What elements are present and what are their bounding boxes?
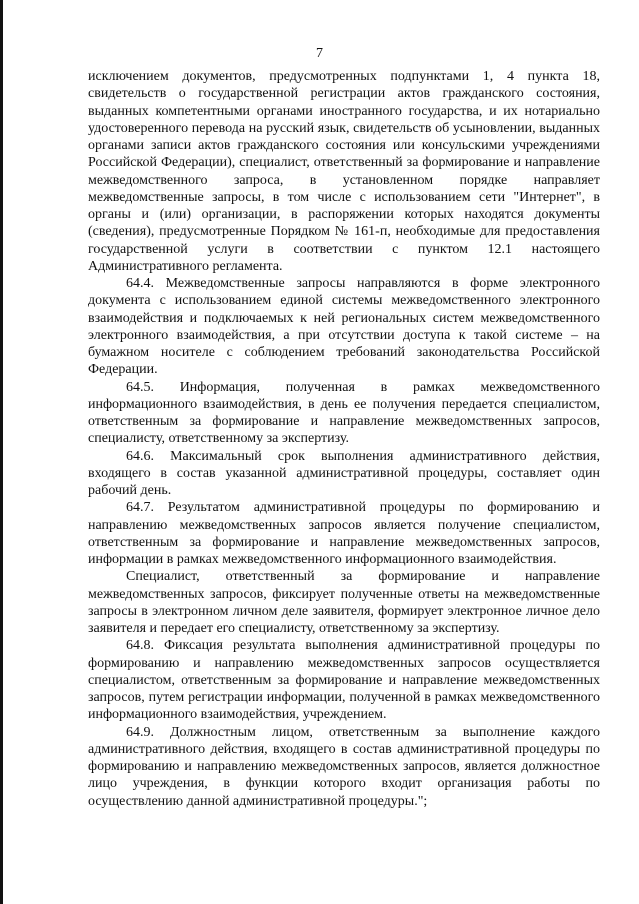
page-number: 7 <box>316 46 323 61</box>
paragraph-64-8: 64.8. Фиксация результата выполнения административной процедуры по формированию и направлению межведомственных запросов осуществляется специалистом, ответственным за формирование и направление межведомственных запросов, путем регистрации информации, полученной в рамках межведомственного информационного взаимодействия, учреждением. <box>88 638 600 723</box>
paragraph-64-6: 64.6. Максимальный срок выполнения административного действия, входящего в состав указанной административной процедуры, составляет один рабочий день. <box>88 448 600 498</box>
scan-edge-line <box>0 0 3 904</box>
paragraph-64-5: 64.5. Информация, полученная в рамках межведомственного информационного взаимодействия, в день ее получения передается специалистом, ответственным за формирование и направление межведомственных запросов, специалисту, ответственному за экспертизу. <box>88 379 600 447</box>
paragraph-specialist: Специалист, ответственный за формирование и направление межведомственных запросов, фиксирует полученные ответы на межведомственные запросы в электронном личном деле заявителя, формирует электронное личное дело заявителя и передает его специалисту, ответственному за экспертизу. <box>88 569 600 636</box>
paragraph-64-4: 64.4. Межведомственные запросы направляются в форме электронного документа с использованием единой системы межведомственного электронного взаимодействия и подключаемых к ней региональных систем межведомственного электронного взаимодействия, а при отсутствии доступа к такой системе – на бумажном носителе с соблюдением требований законодательства Российской Федерации. <box>88 276 600 378</box>
paragraph-continuation: исключением документов, предусмотренных подпунктами 1, 4 пункта 18, свидетельств о государственной регистрации актов гражданского состояния, выданных компетентными органами иностранного государства, и их нотариально удостоверенного перевода на русский язык, свидетельств об усыновлении, выданных органами записи актов гражданского состояния или консульскими учреждениями Российской Федерации), специалист, ответственный за формирование и направление межведомственного запроса, в установленном порядке направляет межведомственные запросы, в том числе с использованием сети "Интернет", в органы и (или) организации, в распоряжении которых находятся документы (сведения), предусмотренные Порядком № 161-п, необходимые для предоставления государственной услуги в соответствии с пунктом 12.1 настоящего Административного регламента. <box>88 69 600 274</box>
paragraph-64-7: 64.7. Результатом административной процедуры по формированию и направлению межведомственных запросов является получение специалистом, ответственным за формирование и направление межведомственных запросов, информации в рамках межведомственного информационного взаимодействия. <box>88 500 600 567</box>
paragraph-64-9: 64.9. Должностным лицом, ответственным за выполнение каждого административного действия, входящего в состав административной процедуры по формированию и направлению межведомственных запросов, является должностное лицо учреждения, в функции которого входит организация работы по осуществлению данной административной процедуры."; <box>88 724 600 809</box>
document-body <box>88 68 600 810</box>
